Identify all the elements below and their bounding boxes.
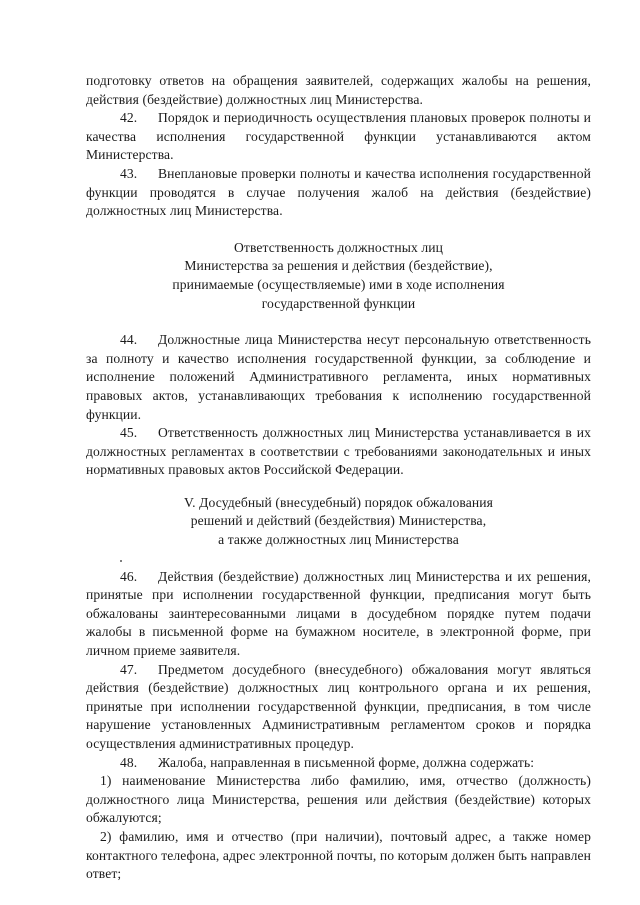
paragraph-44 bbox=[86, 331, 591, 424]
paragraph-45 bbox=[86, 424, 591, 480]
heading-line: решений и действий (бездействия) Министерства, bbox=[190, 513, 487, 529]
paragraph-number: 42. bbox=[120, 110, 138, 126]
heading-line: а также должностных лиц Министерства bbox=[218, 532, 459, 548]
paragraph-number: 46. bbox=[120, 568, 138, 584]
paragraph-text: Жалоба, направленная в письменной форме, должна содержать: bbox=[158, 754, 535, 770]
paragraph-number: 43. bbox=[120, 165, 138, 181]
heading-line: принимаемые (осуществляемые) ими в ходе исполнения bbox=[172, 276, 505, 292]
heading-line: государственной функции bbox=[261, 295, 416, 311]
document-page bbox=[86, 72, 591, 884]
paragraph-48 bbox=[86, 754, 591, 773]
heading-section-v bbox=[86, 494, 591, 550]
paragraph-text: Порядок и периодичность осуществления плановых проверок полноты и качества исполнения государственной функции устанавливаются актом Министерства. bbox=[86, 110, 591, 163]
heading-line: Министерства за решения и действия (бездействие), bbox=[184, 258, 493, 274]
paragraph-48-item-1: 1) наименование Министерства либо фамилию, имя, отчество (должность) должностного лица Министерства, решения или действия (бездействие) которых обжалуются; bbox=[86, 773, 591, 826]
paragraph-number: 44. bbox=[120, 332, 138, 348]
paragraph-48-item-2: 2) фамилию, имя и отчество (при наличии), почтовый адрес, а также номер контактного телефона, адрес электронной почты, по которым должен быть направлен ответ; bbox=[86, 828, 591, 882]
paragraph-text: Действия (бездействие) должностных лиц Министерства и их решения, принятые при исполнении государственной функции, предписания могут быть обжалованы заинтересованными лицами в досудебном порядке путем подачи жалобы в письменной форме на бумажном носителе, в электронной форме, при личном приеме заявителя. bbox=[86, 568, 591, 659]
heading-responsibility bbox=[86, 239, 591, 313]
paragraph-43 bbox=[86, 165, 591, 221]
paragraph-number: 45. bbox=[120, 425, 138, 441]
paragraph-number: 48. bbox=[120, 754, 138, 770]
paragraph-number: 47. bbox=[120, 661, 138, 677]
heading-line: V. Досудебный (внесудебный) порядок обжалования bbox=[184, 494, 493, 510]
paragraph-47 bbox=[86, 661, 591, 754]
paragraph-42 bbox=[86, 109, 591, 165]
scan-speck bbox=[120, 560, 122, 562]
paragraph-text: Должностные лица Министерства несут персональную ответственность за полноту и качество исполнения государственной функции, за соблюдение и исполнение положений Административного регламента, иных нормативных правовых актов, устанавливающих требования к исполнению государственной функции. bbox=[86, 332, 591, 422]
paragraph-text: Ответственность должностных лиц Министерства устанавливается в их должностных регламентах в соответствии с требованиями законодательных и иных нормативных правовых актов Российской Федерации. bbox=[86, 425, 591, 478]
paragraph-46 bbox=[86, 568, 591, 661]
heading-line: Ответственность должностных лиц bbox=[234, 239, 443, 255]
paragraph-41-continuation: подготовку ответов на обращения заявителей, содержащих жалобы на решения, действия (бездействие) должностных лиц Министерства. bbox=[86, 73, 591, 107]
paragraph-text: Предметом досудебного (внесудебного) обжалования могут являться действия (бездействие) должностных лиц контрольного органа и их решения, принятые при исполнении государственной функции, предписания, в том числе нарушение установленных Административным регламентом сроков и порядка осуществления административных процедур. bbox=[86, 661, 591, 751]
paragraph-text: Внеплановые проверки полноты и качества исполнения государственной функции проводятся в случае получения жалоб на действия (бездействие) должностных лиц Министерства. bbox=[86, 165, 591, 219]
